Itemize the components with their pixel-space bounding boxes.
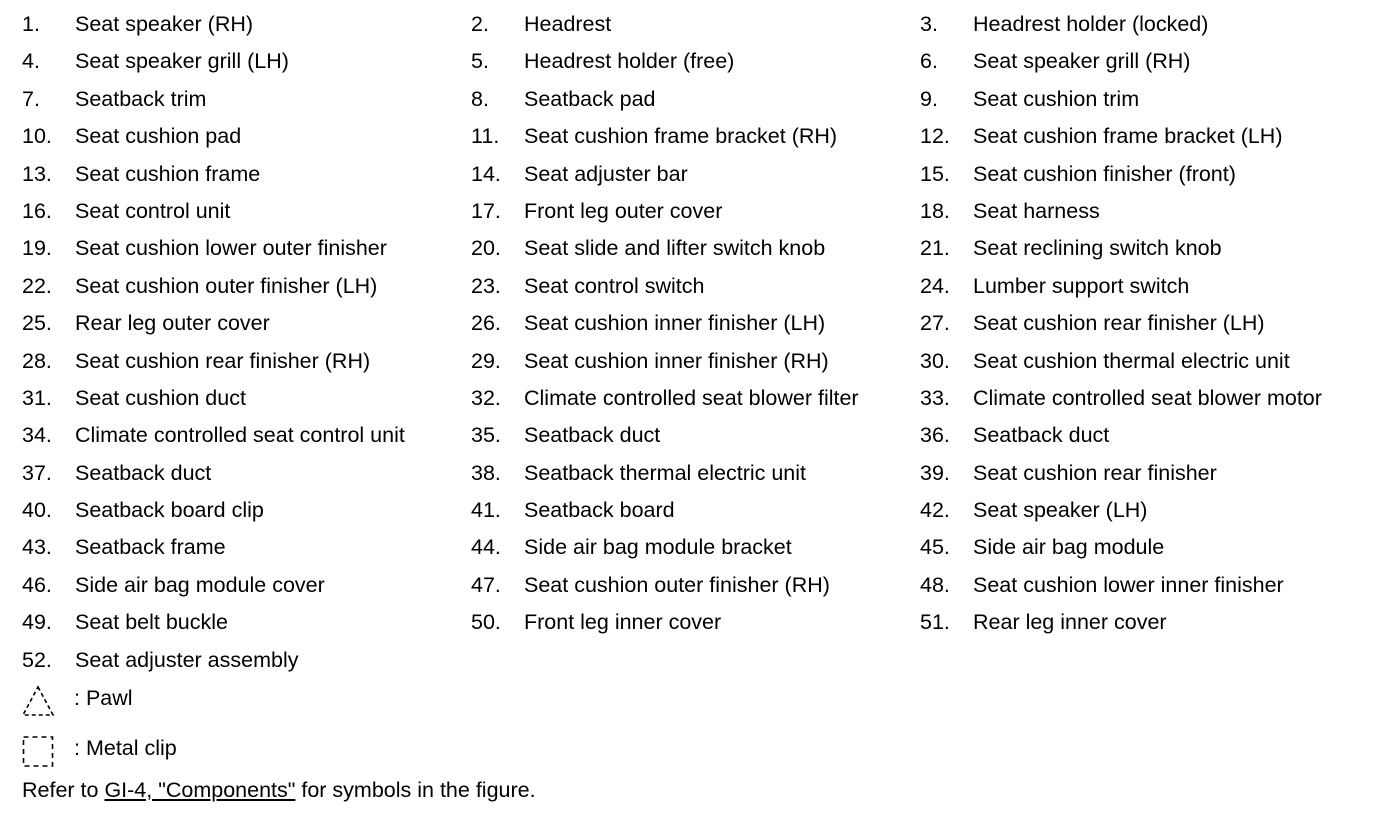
- parts-row: [22, 492, 1382, 529]
- part-number: 29.: [471, 348, 501, 373]
- part-number: 32.: [471, 385, 501, 410]
- part-number: 42.: [920, 498, 950, 523]
- reference-note: [22, 774, 536, 806]
- part-label: Seat cushion outer finisher (RH): [524, 572, 830, 597]
- part-number: 8.: [471, 86, 489, 111]
- part-label: Seat cushion lower outer finisher: [75, 236, 387, 261]
- part-number: 23.: [471, 273, 501, 298]
- part-label: Climate controlled seat control unit: [75, 423, 405, 448]
- parts-row: [22, 305, 1382, 342]
- part-label: Seatback board: [524, 498, 675, 523]
- parts-row: [22, 529, 1382, 566]
- part-label: Seat speaker grill (LH): [75, 49, 289, 74]
- part-label: Seat cushion rear finisher: [973, 460, 1217, 485]
- part-label: Rear leg outer cover: [75, 311, 270, 336]
- components-link[interactable]: GI-4, "Components": [104, 778, 296, 802]
- part-number: 11.: [471, 124, 500, 149]
- dashed-triangle-icon: [22, 684, 56, 718]
- part-number: 4.: [22, 49, 40, 74]
- part-number: 44.: [471, 535, 501, 560]
- parts-row: [22, 81, 1382, 118]
- parts-row: [22, 230, 1382, 267]
- part-number: 26.: [471, 311, 501, 336]
- part-label: Seatback duct: [75, 460, 212, 485]
- part-label: Headrest holder (locked): [973, 12, 1209, 36]
- part-number: 7.: [22, 86, 40, 111]
- part-label: Seat cushion finisher (front): [973, 161, 1236, 186]
- part-number: 13.: [22, 161, 52, 186]
- part-number: 31.: [22, 385, 52, 410]
- part-number: 25.: [22, 311, 52, 336]
- part-number: 3.: [920, 12, 938, 36]
- part-label: Seat cushion frame bracket (LH): [973, 124, 1283, 149]
- part-label: Seat cushion lower inner finisher: [973, 572, 1284, 597]
- part-number: 40.: [22, 498, 52, 523]
- reference-prefix: Refer to: [22, 778, 105, 802]
- parts-row: [22, 380, 1382, 417]
- legend-metal-clip-text: : Metal clip: [74, 736, 177, 760]
- part-number: 37.: [22, 460, 52, 485]
- part-number: 2.: [471, 12, 489, 36]
- part-label: Seatback board clip: [75, 498, 264, 523]
- part-label: Side air bag module: [973, 535, 1165, 560]
- parts-row: [22, 642, 1382, 679]
- parts-row: [22, 43, 1382, 80]
- part-label: Seat reclining switch knob: [973, 236, 1222, 261]
- part-label: Seatback thermal electric unit: [524, 460, 807, 485]
- part-number: 24.: [920, 273, 950, 298]
- part-label: Seat speaker (RH): [75, 12, 254, 36]
- part-label: Seat speaker grill (RH): [973, 49, 1191, 74]
- parts-row: [22, 268, 1382, 305]
- part-label: Side air bag module cover: [75, 572, 325, 597]
- part-label: Seat slide and lifter switch knob: [524, 236, 826, 261]
- part-number: 6.: [920, 49, 938, 74]
- part-label: Lumber support switch: [973, 273, 1190, 298]
- part-label: Seat cushion inner finisher (RH): [524, 348, 829, 373]
- part-label: Seat cushion inner finisher (LH): [524, 311, 826, 336]
- parts-row: [22, 118, 1382, 155]
- part-number: 38.: [471, 460, 501, 485]
- part-label: Seat cushion pad: [75, 124, 242, 149]
- part-label: Seat cushion frame: [75, 161, 261, 186]
- part-number: 50.: [471, 610, 501, 635]
- part-label: Seatback duct: [524, 423, 661, 448]
- part-label: Seatback trim: [75, 86, 207, 111]
- parts-row: [22, 604, 1382, 641]
- part-number: 47.: [471, 572, 501, 597]
- part-number: 1.: [22, 12, 40, 36]
- part-label: Seatback duct: [973, 423, 1110, 448]
- part-number: 45.: [920, 535, 950, 560]
- part-number: 52.: [22, 647, 52, 672]
- part-label: Climate controlled seat blower motor: [973, 385, 1322, 410]
- part-number: 20.: [471, 236, 501, 261]
- part-label: Front leg outer cover: [524, 198, 723, 223]
- part-label: Seat speaker (LH): [973, 498, 1148, 523]
- part-label: Headrest: [524, 12, 612, 36]
- part-label: Seat adjuster bar: [524, 161, 688, 186]
- part-label: Seat adjuster assembly: [75, 647, 299, 672]
- part-number: 21.: [920, 236, 950, 261]
- part-number: 14.: [471, 161, 501, 186]
- parts-row: [22, 455, 1382, 492]
- part-number: 41.: [471, 498, 501, 523]
- part-number: 30.: [920, 348, 950, 373]
- part-label: Seat belt buckle: [75, 610, 228, 635]
- part-number: 43.: [22, 535, 52, 560]
- part-number: 51.: [920, 610, 950, 635]
- parts-row: [22, 6, 1382, 43]
- parts-row: [22, 193, 1382, 230]
- part-label: Climate controlled seat blower filter: [524, 385, 859, 410]
- part-number: 18.: [920, 198, 950, 223]
- part-number: 49.: [22, 610, 52, 635]
- part-label: Seat cushion outer finisher (LH): [75, 273, 378, 298]
- part-number: 5.: [471, 49, 489, 74]
- part-number: 16.: [22, 198, 52, 223]
- part-label: Headrest holder (free): [524, 49, 735, 74]
- part-label: Seat cushion frame bracket (RH): [524, 124, 838, 149]
- part-number: 27.: [920, 311, 950, 336]
- part-label: Seatback pad: [524, 86, 656, 111]
- part-number: 15.: [920, 161, 950, 186]
- part-label: Side air bag module bracket: [524, 535, 792, 560]
- part-label: Seat cushion thermal electric unit: [973, 348, 1290, 373]
- part-label: Seat cushion rear finisher (LH): [973, 311, 1265, 336]
- part-label: Seat control switch: [524, 273, 705, 298]
- parts-row: [22, 156, 1382, 193]
- part-number: 33.: [920, 385, 950, 410]
- parts-row: [22, 343, 1382, 380]
- part-number: 35.: [471, 423, 501, 448]
- part-label: Seat control unit: [75, 198, 231, 223]
- part-label: Front leg inner cover: [524, 610, 722, 635]
- parts-list: [22, 6, 1382, 679]
- part-number: 36.: [920, 423, 950, 448]
- part-number: 17.: [471, 198, 501, 223]
- part-number: 34.: [22, 423, 52, 448]
- parts-row: [22, 567, 1382, 604]
- part-number: 19.: [22, 236, 52, 261]
- part-label: Seat cushion rear finisher (RH): [75, 348, 371, 373]
- part-label: Seat harness: [973, 198, 1100, 223]
- part-label: Seat cushion trim: [973, 86, 1140, 111]
- part-label: Rear leg inner cover: [973, 610, 1167, 635]
- part-number: 48.: [920, 572, 950, 597]
- reference-suffix: for symbols in the figure.: [295, 778, 536, 802]
- dashed-square-icon: [22, 734, 56, 768]
- part-label: Seatback frame: [75, 535, 226, 560]
- legend-pawl-text: : Pawl: [74, 686, 133, 710]
- part-number: 22.: [22, 273, 52, 298]
- part-number: 28.: [22, 348, 52, 373]
- part-number: 39.: [920, 460, 950, 485]
- part-number: 10.: [22, 124, 52, 149]
- part-number: 9.: [920, 86, 938, 111]
- parts-row: [22, 417, 1382, 454]
- part-number: 12.: [920, 124, 950, 149]
- part-number: 46.: [22, 572, 52, 597]
- part-label: Seat cushion duct: [75, 385, 246, 410]
